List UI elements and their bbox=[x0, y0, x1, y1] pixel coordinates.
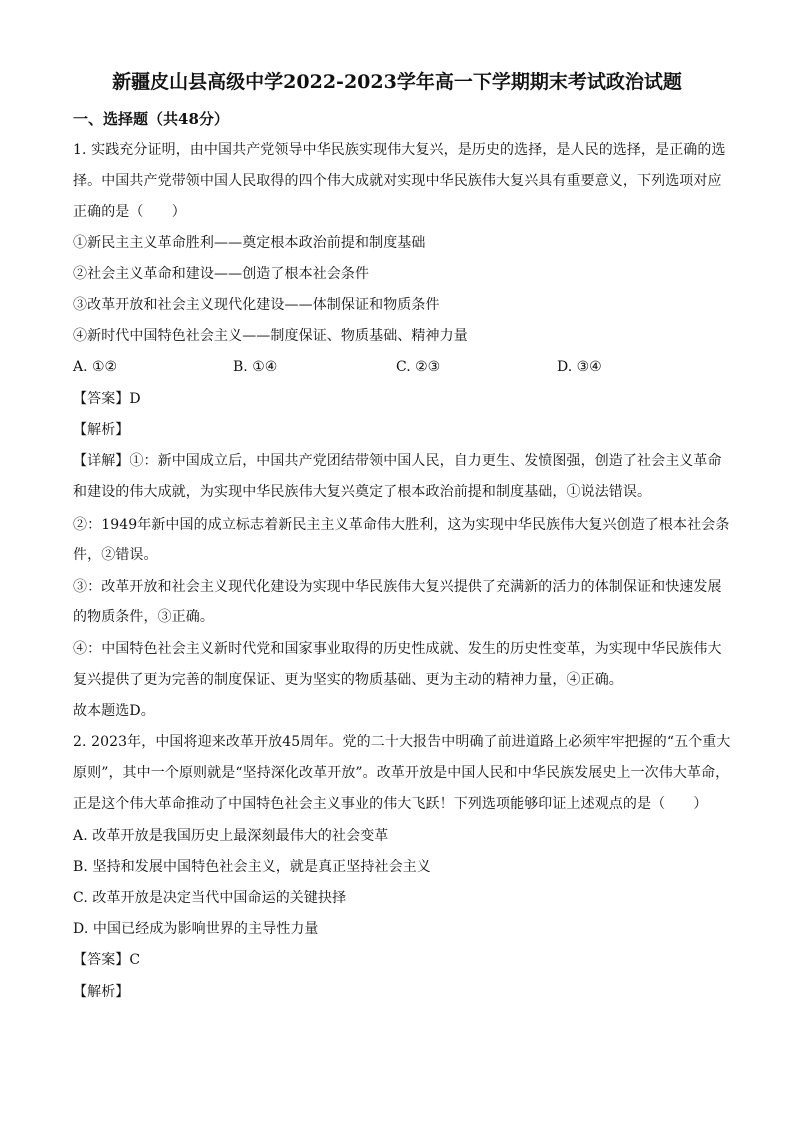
page-title: 新疆皮山县高级中学2022-2023学年高一下学期期末考试政治试题 bbox=[112, 71, 682, 93]
q1-analysis-label: 【解析】 bbox=[73, 422, 130, 438]
q1-detail-line-8: 复兴提供了更为完善的制度保证、更为坚实的物质基础、更为主动的精神力量，④正确。 bbox=[73, 672, 623, 688]
q1-detail-line-4: 件，②错误。 bbox=[73, 547, 158, 563]
q1-detail-line-7: ④：中国特色社会主义新时代党和国家事业取得的历史性成就、发生的历史性变革，为实现中华民族伟大 bbox=[73, 641, 722, 657]
q1-answer: 【答案】D bbox=[73, 391, 141, 407]
q2-option-c: C. 改革开放是决定当代中国命运的关键抉择 bbox=[73, 890, 347, 906]
q1-stem-line-1: 1. 实践充分证明，由中国共产党领导中华民族实现伟大复兴，是历史的选择，是人民的选择，是正确的选 bbox=[73, 142, 726, 158]
q1-conclusion: 故本题选D。 bbox=[73, 703, 155, 719]
q1-option-a: A. ①② bbox=[73, 359, 118, 375]
q1-detail-line-6: 的物质条件，③正确。 bbox=[73, 609, 214, 625]
q1-stem-line-2: 择。中国共产党带领中国人民取得的四个伟大成就对实现中华民族伟大复兴具有重要意义，下列选项对应 bbox=[73, 173, 722, 189]
q2-analysis-label: 【解析】 bbox=[73, 984, 130, 1000]
q1-stem-line-3: 正确的是（ ） bbox=[73, 204, 186, 220]
q2-option-a: A. 改革开放是我国历史上最深刻最伟大的社会变革 bbox=[73, 828, 389, 844]
q2-option-d: D. 中国已经成为影响世界的主导性力量 bbox=[73, 921, 319, 937]
q2-answer: 【答案】C bbox=[73, 952, 141, 968]
q2-stem-line-3: 正是这个伟大革命推动了中国特色社会主义事业的伟大飞跃！下列选项能够印证上述观点的是（ ） bbox=[73, 796, 708, 812]
q1-option-b: B. ①④ bbox=[233, 359, 278, 375]
q1-detail-line-5: ③：改革开放和社会主义现代化建设为实现中华民族伟大复兴提供了充满新的活力的体制保证和快速发展 bbox=[73, 579, 722, 595]
q1-item-4: ④新时代中国特色社会主义——制度保证、物质基础、精神力量 bbox=[73, 328, 468, 344]
q1-detail-line-2: 和建设的伟大成就，为实现中华民族伟大复兴奠定了根本政治前提和制度基础，①说法错误。 bbox=[73, 484, 652, 500]
q1-option-d: D. ③④ bbox=[557, 359, 602, 375]
q1-item-2: ②社会主义革命和建设——创造了根本社会条件 bbox=[73, 266, 370, 282]
q1-detail-line-1: 【详解】①：新中国成立后，中国共产党团结带领中国人民，自力更生、发愤图强，创造了社会主义革命 bbox=[73, 453, 722, 469]
q2-stem-line-2: 原则”，其中一个原则就是“坚持深化改革开放”。改革开放是中国人民和中华民族发展史上一次伟大革命， bbox=[73, 765, 730, 781]
section-heading: 一、选择题（共48分） bbox=[73, 110, 229, 128]
q1-item-3: ③改革开放和社会主义现代化建设——体制保证和物质条件 bbox=[73, 297, 440, 313]
q2-stem-line-1: 2. 2023年，中国将迎来改革开放45周年。党的二十大报告中明确了前进道路上必须牢牢把握的“五个重大 bbox=[73, 734, 731, 750]
q1-option-c: C. ②③ bbox=[396, 359, 441, 375]
q2-option-b: B. 坚持和发展中国特色社会主义，就是真正坚持社会主义 bbox=[73, 859, 431, 875]
q1-item-1: ①新民主主义革命胜利——奠定根本政治前提和制度基础 bbox=[73, 235, 426, 251]
q1-detail-line-3: ②：1949年新中国的成立标志着新民主主义革命伟大胜利，这为实现中华民族伟大复兴创造了根本社会条 bbox=[73, 517, 730, 533]
